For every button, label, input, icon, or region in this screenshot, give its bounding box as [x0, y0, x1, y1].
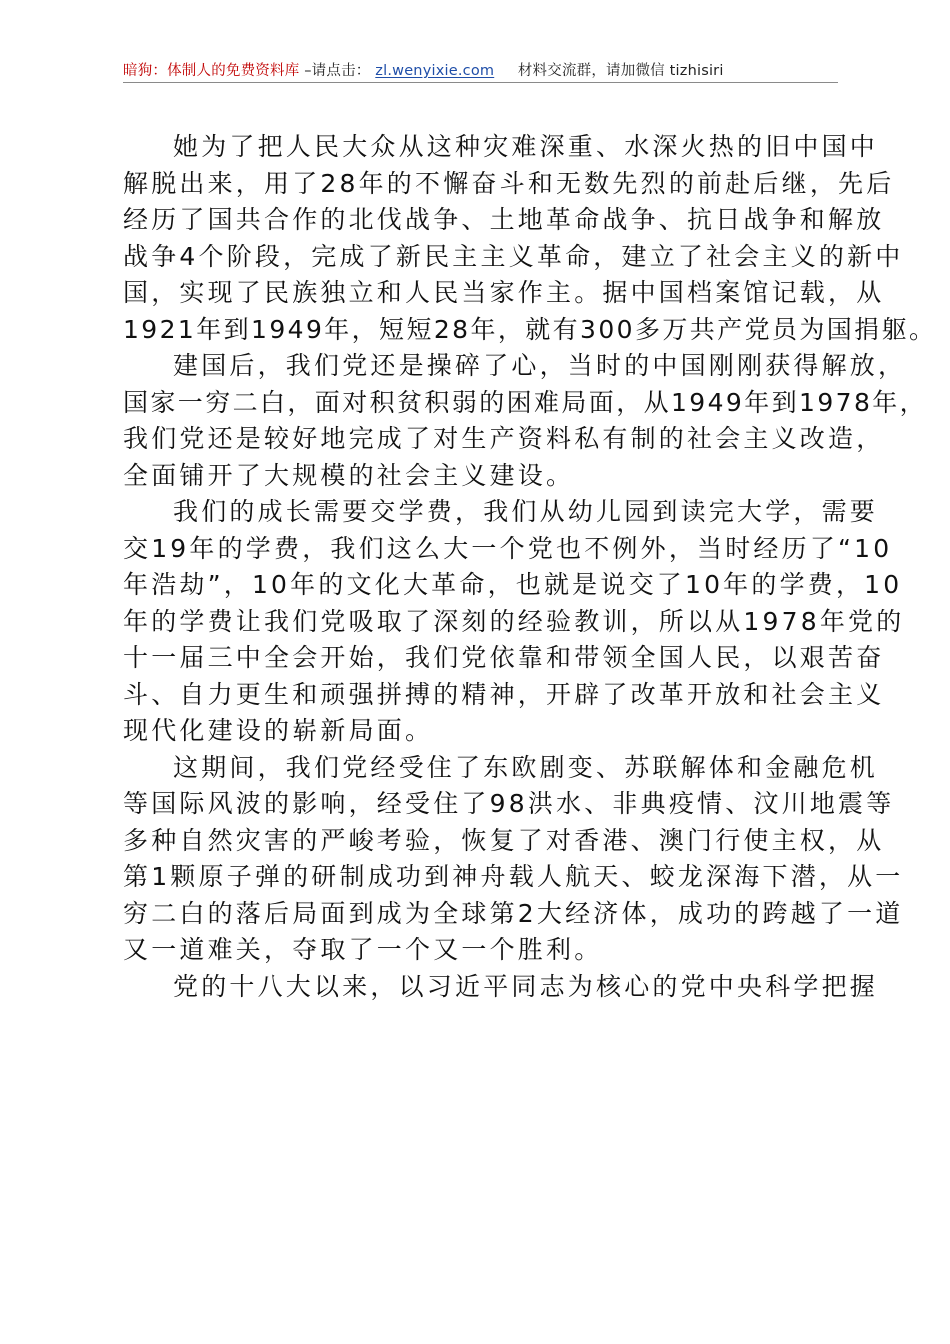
text-line: 我们党还是较好地完成了对生产资料私有制的社会主义改造， [123, 424, 885, 453]
text-line: 多种自然灾害的严峻考验，恢复了对香港、澳门行使主权，从 [123, 825, 885, 855]
page-header [123, 58, 838, 84]
text-line: 她为了把人民大众从这种灾难深重、水深火热的旧中国中 [173, 132, 879, 161]
text-line: 战争4个阶段，完成了新民主主义革命，建立了社会主义的新中 [123, 241, 904, 271]
text-line: 等国际风波的影响，经受住了98洪水、非典疫情、汶川地震等 [123, 789, 895, 818]
header-group-note: 材料交流群，请加微信 tizhisiri [517, 63, 724, 79]
text-line: 年的学费让我们党吸取了深刻的经验教训，所以从1978年党的 [123, 606, 905, 636]
text-line: 建国后，我们党还是操碎了心，当时的中国刚刚获得解放， [173, 351, 907, 380]
text-line: 又一道难关，夺取了一个又一个胜利。 [123, 935, 603, 964]
text-line: 现代化建设的崭新局面。 [123, 716, 434, 745]
text-line: 第1颗原子弹的研制成功到神舟载人航天、蛟龙深海下潜，从一 [123, 862, 904, 891]
text-line: 这期间，我们党经受住了东欧剧变、苏联解体和金融危机 [173, 752, 879, 782]
header-prompt: –请点击： [304, 63, 371, 79]
header-divider [123, 82, 838, 83]
text-line: 穷二白的落后局面到成为全球第2大经济体，成功的跨越了一道 [123, 898, 904, 928]
text-line: 十一届三中全会开始，我们党依靠和带领全国人民，以艰苦奋 [123, 643, 885, 672]
text-line: 1921年到1949年，短短28年，就有300多万共产党员为国捐躯。 [123, 314, 937, 344]
text-line: 交19年的学费，我们这么大一个党也不例外，当时经历了“10 [123, 533, 893, 563]
text-line: 国，实现了民族独立和人民当家作主。据中国档案馆记载，从 [123, 278, 885, 307]
text-line: 全面铺开了大规模的社会主义建设。 [123, 460, 575, 490]
header-brand: 暗狗：体制人的免费资料库 [123, 63, 300, 79]
text-line: 年浩劫”，10年的文化大革命，也就是说交了10年的学费，10 [123, 570, 903, 599]
text-line: 经历了国共合作的北伐战争、土地革命战争、抗日战争和解放 [123, 205, 885, 234]
header-link[interactable]: zl.wenyixie.com [375, 63, 495, 79]
text-line: 斗、自力更生和顽强拼搏的精神，开辟了改革开放和社会主义 [123, 679, 885, 709]
text-line: 解脱出来，用了28年的不懈奋斗和无数先烈的前赴后继，先后 [123, 168, 895, 198]
document-body [123, 129, 937, 1005]
text-line: 国家一穷二白，面对积贫积弱的困难局面，从1949年到1978年， [123, 387, 928, 417]
text-line: 我们的成长需要交学费，我们从幼儿园到读完大学，需要 [173, 497, 879, 526]
text-line: 党的十八大以来，以习近平同志为核心的党中央科学把握 [173, 971, 879, 1001]
